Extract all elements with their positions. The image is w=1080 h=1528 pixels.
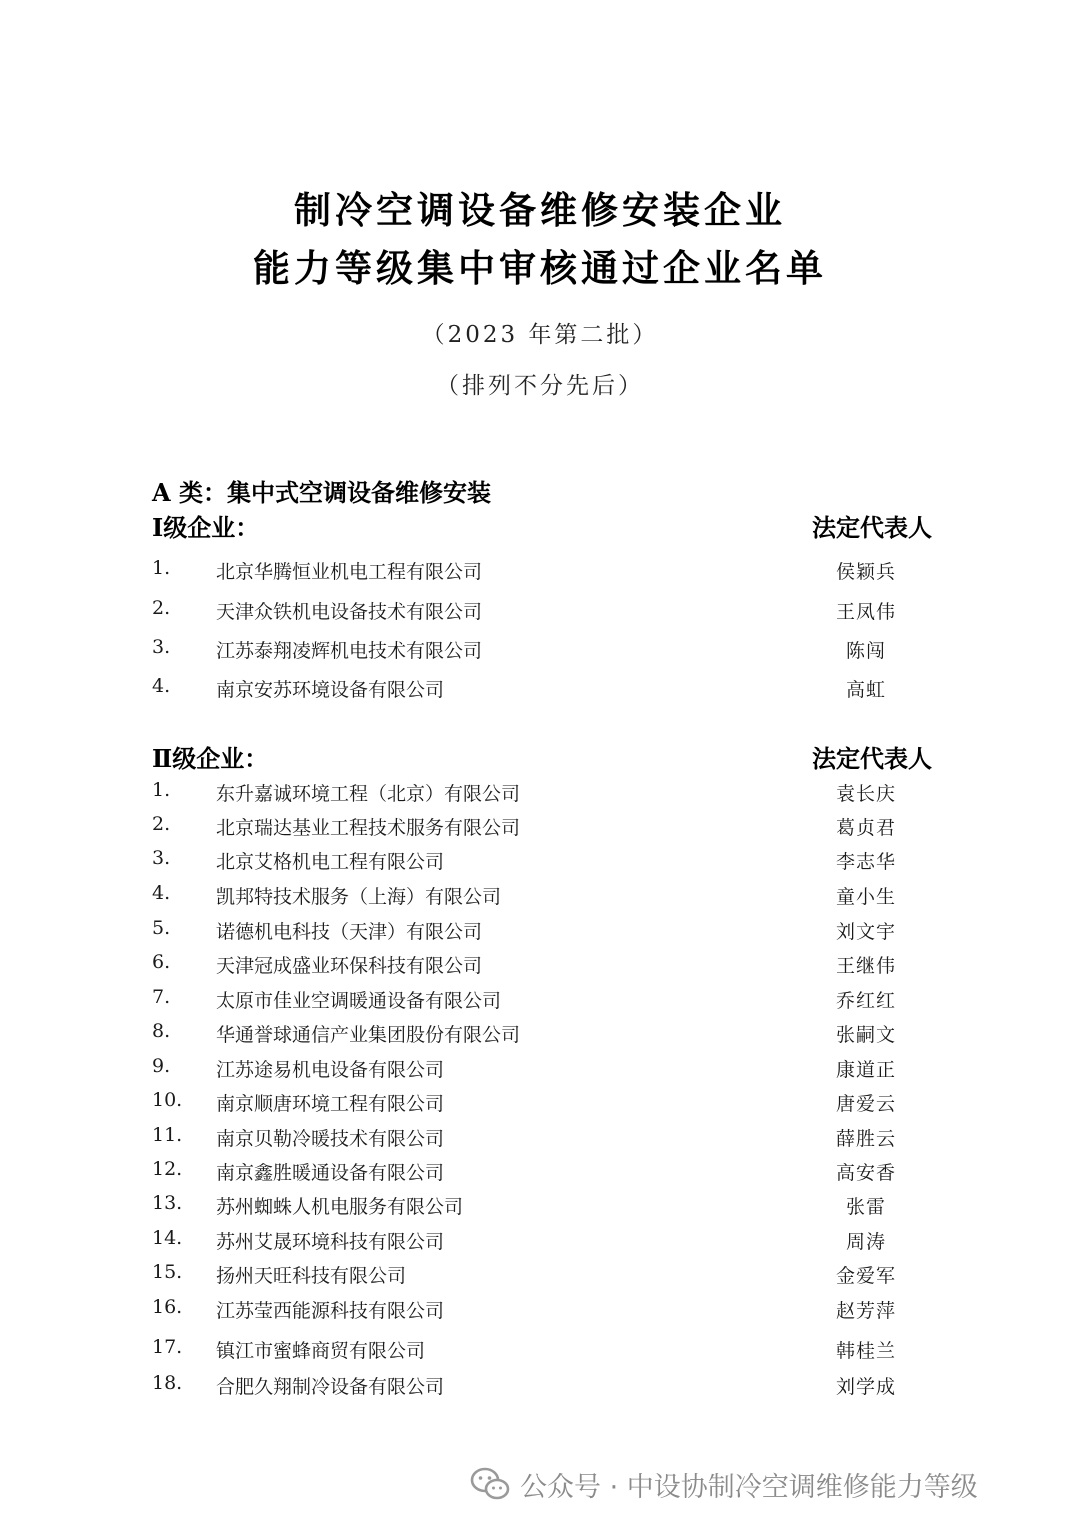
legal-representative: 葛贞君 — [835, 817, 896, 839]
company-name: 镇江市蜜蜂商贸有限公司 — [216, 1340, 426, 1362]
level1-section-header — [152, 508, 932, 543]
row-number: 2. — [152, 597, 171, 619]
row-number: 11. — [152, 1124, 183, 1146]
legal-representative: 侯颖兵 — [835, 561, 896, 583]
legal-representative: 刘文宇 — [835, 921, 896, 943]
company-name: 天津冠成盛业环保科技有限公司 — [216, 955, 483, 977]
company-name: 诺德机电科技（天津）有限公司 — [216, 921, 483, 943]
row-number: 3. — [152, 636, 171, 658]
level2-section-header — [152, 739, 932, 774]
legal-representative: 赵芳萍 — [835, 1300, 896, 1322]
company-name: 南京贝勒冷暖技术有限公司 — [216, 1128, 445, 1150]
row-number: 8. — [152, 1020, 171, 1042]
level1-heading: Ⅰ级企业： — [152, 513, 260, 542]
company-name: 北京华腾恒业机电工程有限公司 — [216, 561, 483, 583]
company-name: 北京艾格机电工程有限公司 — [216, 851, 445, 873]
legal-representative: 张雷 — [845, 1196, 886, 1218]
legal-representative: 周涛 — [845, 1231, 886, 1253]
wechat-watermark — [470, 1462, 978, 1506]
legal-representative: 高安香 — [835, 1162, 896, 1184]
legal-representative: 袁长庆 — [835, 783, 896, 805]
row-number: 1. — [152, 557, 171, 579]
wechat-icon — [470, 1467, 510, 1501]
company-name: 江苏途易机电设备有限公司 — [216, 1059, 445, 1081]
legal-representative: 王凤伟 — [835, 601, 896, 623]
company-name: 凯邦特技术服务（上海）有限公司 — [216, 886, 502, 908]
row-number: 4. — [152, 675, 171, 697]
level2-heading: Ⅱ级企业： — [152, 744, 269, 773]
legal-representative: 乔红红 — [835, 990, 896, 1012]
row-number: 1. — [152, 779, 171, 801]
legal-representative: 陈闯 — [845, 640, 886, 662]
row-number: 2. — [152, 813, 171, 835]
watermark-text: 公众号 · 中设协制冷空调维修能力等级 — [520, 1471, 978, 1503]
legal-representative: 王继伟 — [835, 955, 896, 977]
row-number: 3. — [152, 847, 171, 869]
legal-representative: 李志华 — [835, 851, 896, 873]
legal-representative: 薛胜云 — [835, 1128, 896, 1150]
company-name: 南京安苏环境设备有限公司 — [216, 679, 445, 701]
legal-representative: 高虹 — [845, 679, 886, 701]
legal-representative: 康道正 — [835, 1059, 896, 1081]
company-name: 扬州天旺科技有限公司 — [216, 1265, 407, 1287]
company-name: 华通誉球通信产业集团股份有限公司 — [216, 1024, 521, 1046]
category-a-heading: A 类：集中式空调设备维修安装 — [152, 478, 491, 507]
level1-rep-heading: 法定代表人 — [812, 513, 932, 542]
company-name: 江苏莹西能源科技有限公司 — [216, 1300, 445, 1322]
document-title-line1: 制冷空调设备维修安装企业 — [294, 189, 786, 232]
company-name: 苏州艾晟环境科技有限公司 — [216, 1231, 445, 1253]
row-number: 12. — [152, 1158, 183, 1180]
legal-representative: 张嗣文 — [835, 1024, 896, 1046]
level2-rep-heading: 法定代表人 — [812, 744, 932, 773]
legal-representative: 刘学成 — [835, 1376, 896, 1398]
row-number: 16. — [152, 1296, 183, 1318]
order-subtitle: （排列不分先后） — [436, 373, 644, 399]
company-name: 太原市佳业空调暖通设备有限公司 — [216, 990, 502, 1012]
document-title-line2: 能力等级集中审核通过企业名单 — [253, 247, 827, 290]
company-name: 合肥久翔制冷设备有限公司 — [216, 1376, 445, 1398]
batch-subtitle: （2023 年第二批） — [421, 322, 659, 348]
row-number: 18. — [152, 1372, 183, 1394]
row-number: 13. — [152, 1192, 183, 1214]
row-number: 7. — [152, 986, 171, 1008]
row-number: 14. — [152, 1227, 183, 1249]
company-name: 南京顺唐环境工程有限公司 — [216, 1093, 445, 1115]
row-number: 15. — [152, 1261, 183, 1283]
legal-representative: 唐爱云 — [835, 1093, 896, 1115]
row-number: 5. — [152, 917, 171, 939]
company-name: 北京瑞达基业工程技术服务有限公司 — [216, 817, 521, 839]
company-name: 江苏泰翔凌辉机电技术有限公司 — [216, 640, 483, 662]
row-number: 17. — [152, 1336, 183, 1358]
company-name: 天津众铁机电设备技术有限公司 — [216, 601, 483, 623]
legal-representative: 童小生 — [835, 886, 896, 908]
row-number: 6. — [152, 951, 171, 973]
company-name: 南京鑫胜暖通设备有限公司 — [216, 1162, 445, 1184]
legal-representative: 韩桂兰 — [835, 1340, 896, 1362]
row-number: 9. — [152, 1055, 171, 1077]
row-number: 4. — [152, 882, 171, 904]
company-name: 苏州蜘蛛人机电服务有限公司 — [216, 1196, 464, 1218]
row-number: 10. — [152, 1089, 183, 1111]
company-name: 东升嘉诚环境工程（北京）有限公司 — [216, 783, 521, 805]
legal-representative: 金爱军 — [835, 1265, 896, 1287]
